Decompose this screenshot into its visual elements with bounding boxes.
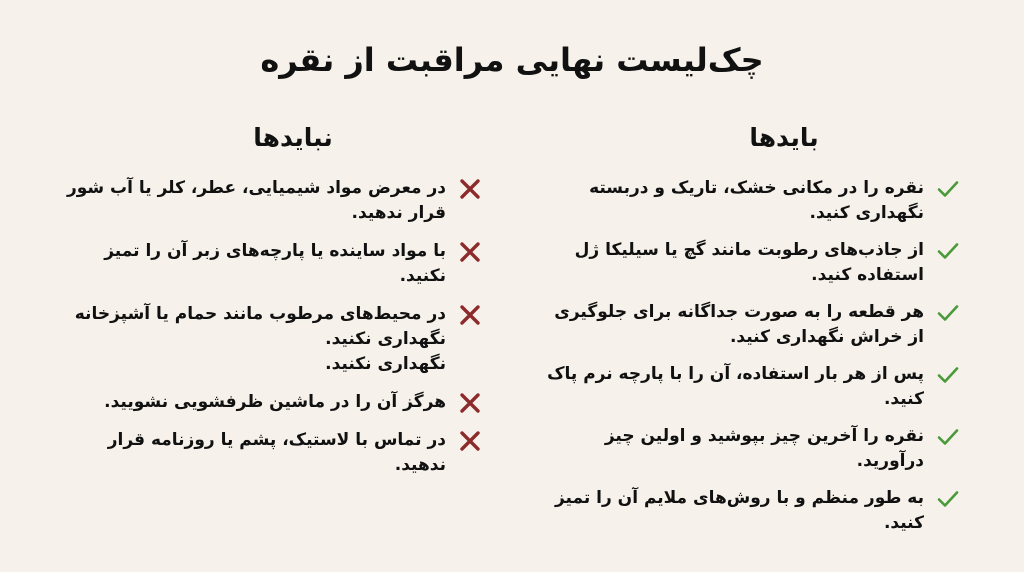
dos-column bbox=[544, 118, 964, 548]
check-icon bbox=[932, 424, 964, 449]
donts-list bbox=[60, 176, 486, 478]
donts-item-text: در معرض مواد شیمیایی، عطر، کلر یا آب شور قرار ندهید. bbox=[66, 178, 446, 223]
donts-item-text: در تماس با لاستیک، پشم یا روزنامه قرار ندهید. bbox=[107, 430, 446, 475]
donts-item bbox=[60, 428, 486, 478]
dos-item bbox=[544, 238, 964, 288]
dos-item-text: پس از هر بار استفاده، آن را با پارچه نرم پاک کنید. bbox=[547, 364, 924, 409]
check-icon bbox=[932, 486, 964, 511]
donts-item bbox=[60, 390, 486, 415]
dos-list bbox=[544, 176, 964, 536]
cross-icon bbox=[454, 239, 486, 264]
check-icon bbox=[932, 238, 964, 263]
donts-heading: نبایدها bbox=[253, 123, 333, 152]
donts-item bbox=[60, 176, 486, 226]
dos-item bbox=[544, 486, 964, 536]
dos-item bbox=[544, 362, 964, 412]
dos-item-text: نقره را آخرین چیز بپوشید و اولین چیز درآورید. bbox=[604, 426, 924, 471]
dos-item bbox=[544, 424, 964, 474]
donts-item-text: هرگز آن را در ماشین ظرفشویی نشویید. bbox=[104, 392, 446, 412]
check-icon bbox=[932, 300, 964, 325]
check-icon bbox=[932, 176, 964, 201]
cross-icon bbox=[454, 390, 486, 415]
dos-heading: بایدها bbox=[749, 123, 819, 152]
donts-item bbox=[60, 302, 486, 377]
dos-item-text: نقره را در مکانی خشک، تاریک و دربسته نگهداری کنید. bbox=[589, 178, 924, 223]
dos-item bbox=[544, 176, 964, 226]
donts-item-text: با مواد ساینده یا پارچه‌های زبر آن را تمیز نکنید. bbox=[104, 241, 446, 286]
dos-item-text: از جاذب‌های رطوبت مانند گچ یا سیلیکا ژل استفاده کنید. bbox=[574, 240, 924, 285]
dos-item bbox=[544, 300, 964, 350]
cross-icon bbox=[454, 176, 486, 201]
cross-icon bbox=[454, 302, 486, 327]
donts-column bbox=[60, 118, 486, 491]
donts-item-line: در محیط‌های مرطوب مانند حمام یا آشپزخانه نگهداری نکنید. bbox=[74, 304, 446, 349]
donts-item-text bbox=[60, 302, 446, 377]
check-icon bbox=[932, 362, 964, 387]
donts-item bbox=[60, 239, 486, 289]
page-title: چک‌لیست نهایی مراقبت از نقره bbox=[260, 41, 764, 79]
cross-icon bbox=[454, 428, 486, 453]
dos-item-text: هر قطعه را به صورت جداگانه برای جلوگیری از خراش نگهداری کنید. bbox=[554, 302, 924, 347]
dos-item-text: به طور منظم و با روش‌های ملایم آن را تمیز کنید. bbox=[554, 488, 924, 533]
donts-item-line-repeat: نگهداری نکنید. bbox=[325, 354, 446, 374]
